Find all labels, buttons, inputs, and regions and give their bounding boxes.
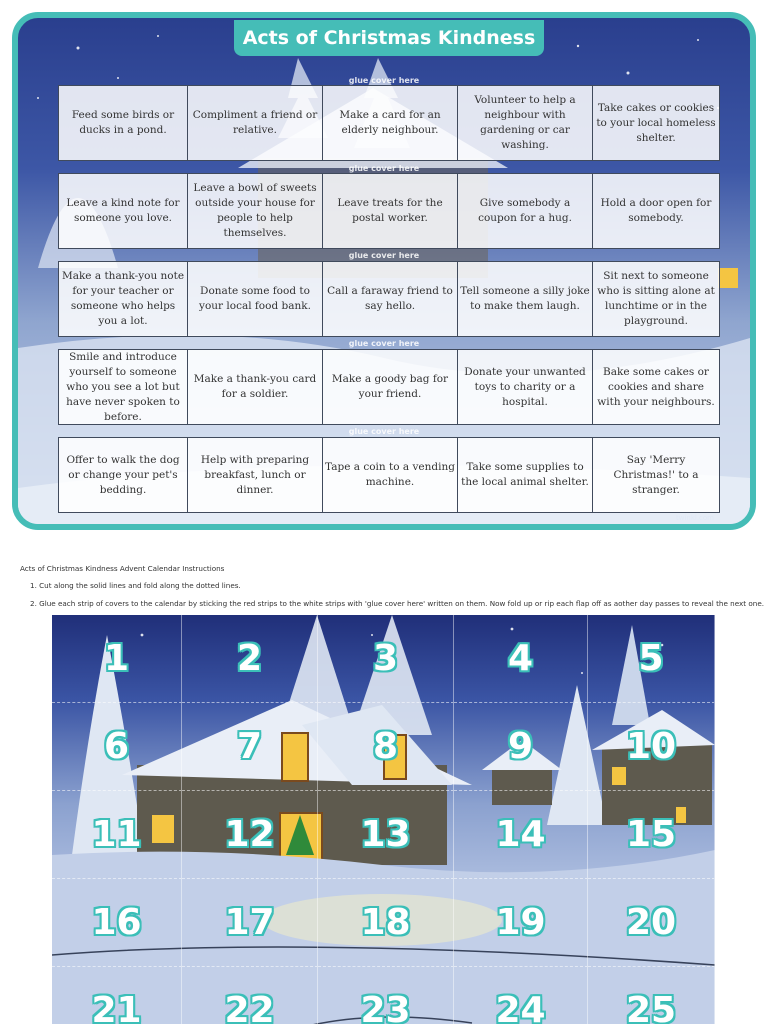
kindness-card[interactable]: Donate your unwanted toys to charity or a hospital. <box>457 349 593 425</box>
kindness-card[interactable]: Compliment a friend or relative. <box>187 85 323 161</box>
advent-day-cell[interactable] <box>454 791 588 879</box>
instructions <box>20 564 765 617</box>
day-number: 4 <box>507 638 534 679</box>
advent-day-cell[interactable] <box>318 967 454 1024</box>
day-number: 9 <box>507 726 534 767</box>
instruction-step: 2. Glue each strip of covers to the calendar by sticking the red strips to the white strips with 'glue cover here' written on them. Now fold up or rip each flap off as aother day passes to reveal the next one. <box>30 599 765 608</box>
advent-day-cell[interactable] <box>182 879 318 967</box>
kindness-card[interactable]: Leave a kind note for someone you love. <box>58 173 188 249</box>
day-number: 21 <box>91 990 142 1024</box>
advent-day-cell[interactable] <box>588 967 715 1024</box>
advent-day-cell[interactable] <box>182 791 318 879</box>
advent-day-cell[interactable] <box>52 703 182 791</box>
day-number: 5 <box>638 638 664 679</box>
day-number: 25 <box>625 990 677 1024</box>
day-number: 22 <box>224 990 275 1024</box>
kindness-card[interactable]: Call a faraway friend to say hello. <box>322 261 458 337</box>
advent-day-cell[interactable] <box>52 879 182 967</box>
glue-label: glue cover here <box>348 76 420 85</box>
day-number: 3 <box>372 638 399 679</box>
advent-day-cell[interactable] <box>318 615 454 703</box>
advent-number-grid <box>52 615 715 1024</box>
day-number: 24 <box>495 990 546 1024</box>
day-number: 2 <box>236 638 263 679</box>
day-number: 8 <box>372 726 399 767</box>
kindness-card[interactable]: Tell someone a silly joke to make them laugh. <box>457 261 593 337</box>
day-number: 16 <box>91 902 142 943</box>
kindness-card[interactable]: Leave a bowl of sweets outside your house for people to help themselves. <box>187 173 323 249</box>
kindness-card[interactable]: Say 'Merry Christmas!' to a stranger. <box>592 437 720 513</box>
kindness-card[interactable]: Make a card for an elderly neighbour. <box>322 85 458 161</box>
kindness-card[interactable]: Leave treats for the postal worker. <box>322 173 458 249</box>
instructions-list <box>20 581 765 608</box>
day-number: 13 <box>360 814 411 855</box>
day-number: 23 <box>360 990 411 1024</box>
instruction-step: 1. Cut along the solid lines and fold along the dotted lines. <box>30 581 241 590</box>
day-number: 10 <box>625 726 677 767</box>
day-number: 17 <box>224 902 275 943</box>
kindness-row-5 <box>58 437 722 513</box>
advent-day-cell[interactable] <box>454 967 588 1024</box>
day-number: 1 <box>103 638 130 679</box>
advent-day-cell[interactable] <box>52 615 182 703</box>
advent-day-cell[interactable] <box>588 703 715 791</box>
glue-label: glue cover here <box>348 427 420 436</box>
glue-label: glue cover here <box>348 251 420 260</box>
kindness-card[interactable]: Give somebody a coupon for a hug. <box>457 173 593 249</box>
advent-day-cell[interactable] <box>588 615 715 703</box>
kindness-card[interactable]: Make a thank-you card for a soldier. <box>187 349 323 425</box>
day-number: 15 <box>625 814 677 855</box>
advent-day-cell[interactable] <box>454 615 588 703</box>
kindness-card[interactable]: Donate some food to your local food bank. <box>187 261 323 337</box>
advent-day-cell[interactable] <box>182 615 318 703</box>
kindness-card[interactable]: Sit next to someone who is sitting alone at lunchtime or in the playground. <box>592 261 720 337</box>
kindness-row-2 <box>58 173 722 249</box>
day-number: 14 <box>495 814 546 855</box>
kindness-card[interactable]: Help with preparing breakfast, lunch or dinner. <box>187 437 323 513</box>
kindness-card[interactable]: Offer to walk the dog or change your pet's bedding. <box>58 437 188 513</box>
credit-text: twinkl.com <box>675 514 714 522</box>
board-title: Acts of Christmas Kindness <box>234 20 544 56</box>
advent-number-calendar <box>52 615 715 1024</box>
advent-day-cell[interactable] <box>454 879 588 967</box>
day-number: 18 <box>360 902 411 943</box>
advent-day-cell[interactable] <box>588 791 715 879</box>
kindness-card[interactable]: Tape a coin to a vending machine. <box>322 437 458 513</box>
kindness-card[interactable]: Smile and introduce yourself to someone who you see a lot but have never spoken to before. <box>58 349 188 425</box>
day-number: 19 <box>495 902 546 943</box>
kindness-card[interactable]: Make a goody bag for your friend. <box>322 349 458 425</box>
day-number: 11 <box>91 814 142 855</box>
advent-day-cell[interactable] <box>182 967 318 1024</box>
advent-day-cell[interactable] <box>318 791 454 879</box>
kindness-row-4 <box>58 349 722 425</box>
kindness-calendar-board <box>12 12 756 530</box>
instructions-heading: Acts of Christmas Kindness Advent Calendar Instructions <box>20 564 225 573</box>
day-number: 6 <box>103 726 130 767</box>
advent-day-cell[interactable] <box>318 879 454 967</box>
advent-day-cell[interactable] <box>182 703 318 791</box>
kindness-card[interactable]: Feed some birds or ducks in a pond. <box>58 85 188 161</box>
kindness-card[interactable]: Hold a door open for somebody. <box>592 173 720 249</box>
advent-day-cell[interactable] <box>318 703 454 791</box>
kindness-row-1 <box>58 85 722 161</box>
kindness-card[interactable]: Volunteer to help a neighbour with gardening or car washing. <box>457 85 593 161</box>
kindness-row-3 <box>58 261 722 337</box>
advent-day-cell[interactable] <box>454 703 588 791</box>
kindness-card[interactable]: Take some supplies to the local animal shelter. <box>457 437 593 513</box>
advent-day-cell[interactable] <box>52 791 182 879</box>
advent-day-cell[interactable] <box>588 879 715 967</box>
day-number: 20 <box>625 902 677 943</box>
kindness-card[interactable]: Bake some cakes or cookies and share with your neighbours. <box>592 349 720 425</box>
kindness-card[interactable]: Make a thank-you note for your teacher or someone who helps you a lot. <box>58 261 188 337</box>
glue-label: glue cover here <box>348 164 420 173</box>
glue-label: glue cover here <box>348 339 420 348</box>
day-number: 7 <box>236 726 263 767</box>
advent-day-cell[interactable] <box>52 967 182 1024</box>
kindness-card[interactable]: Take cakes or cookies to your local homeless shelter. <box>592 85 720 161</box>
day-number: 12 <box>224 814 275 855</box>
